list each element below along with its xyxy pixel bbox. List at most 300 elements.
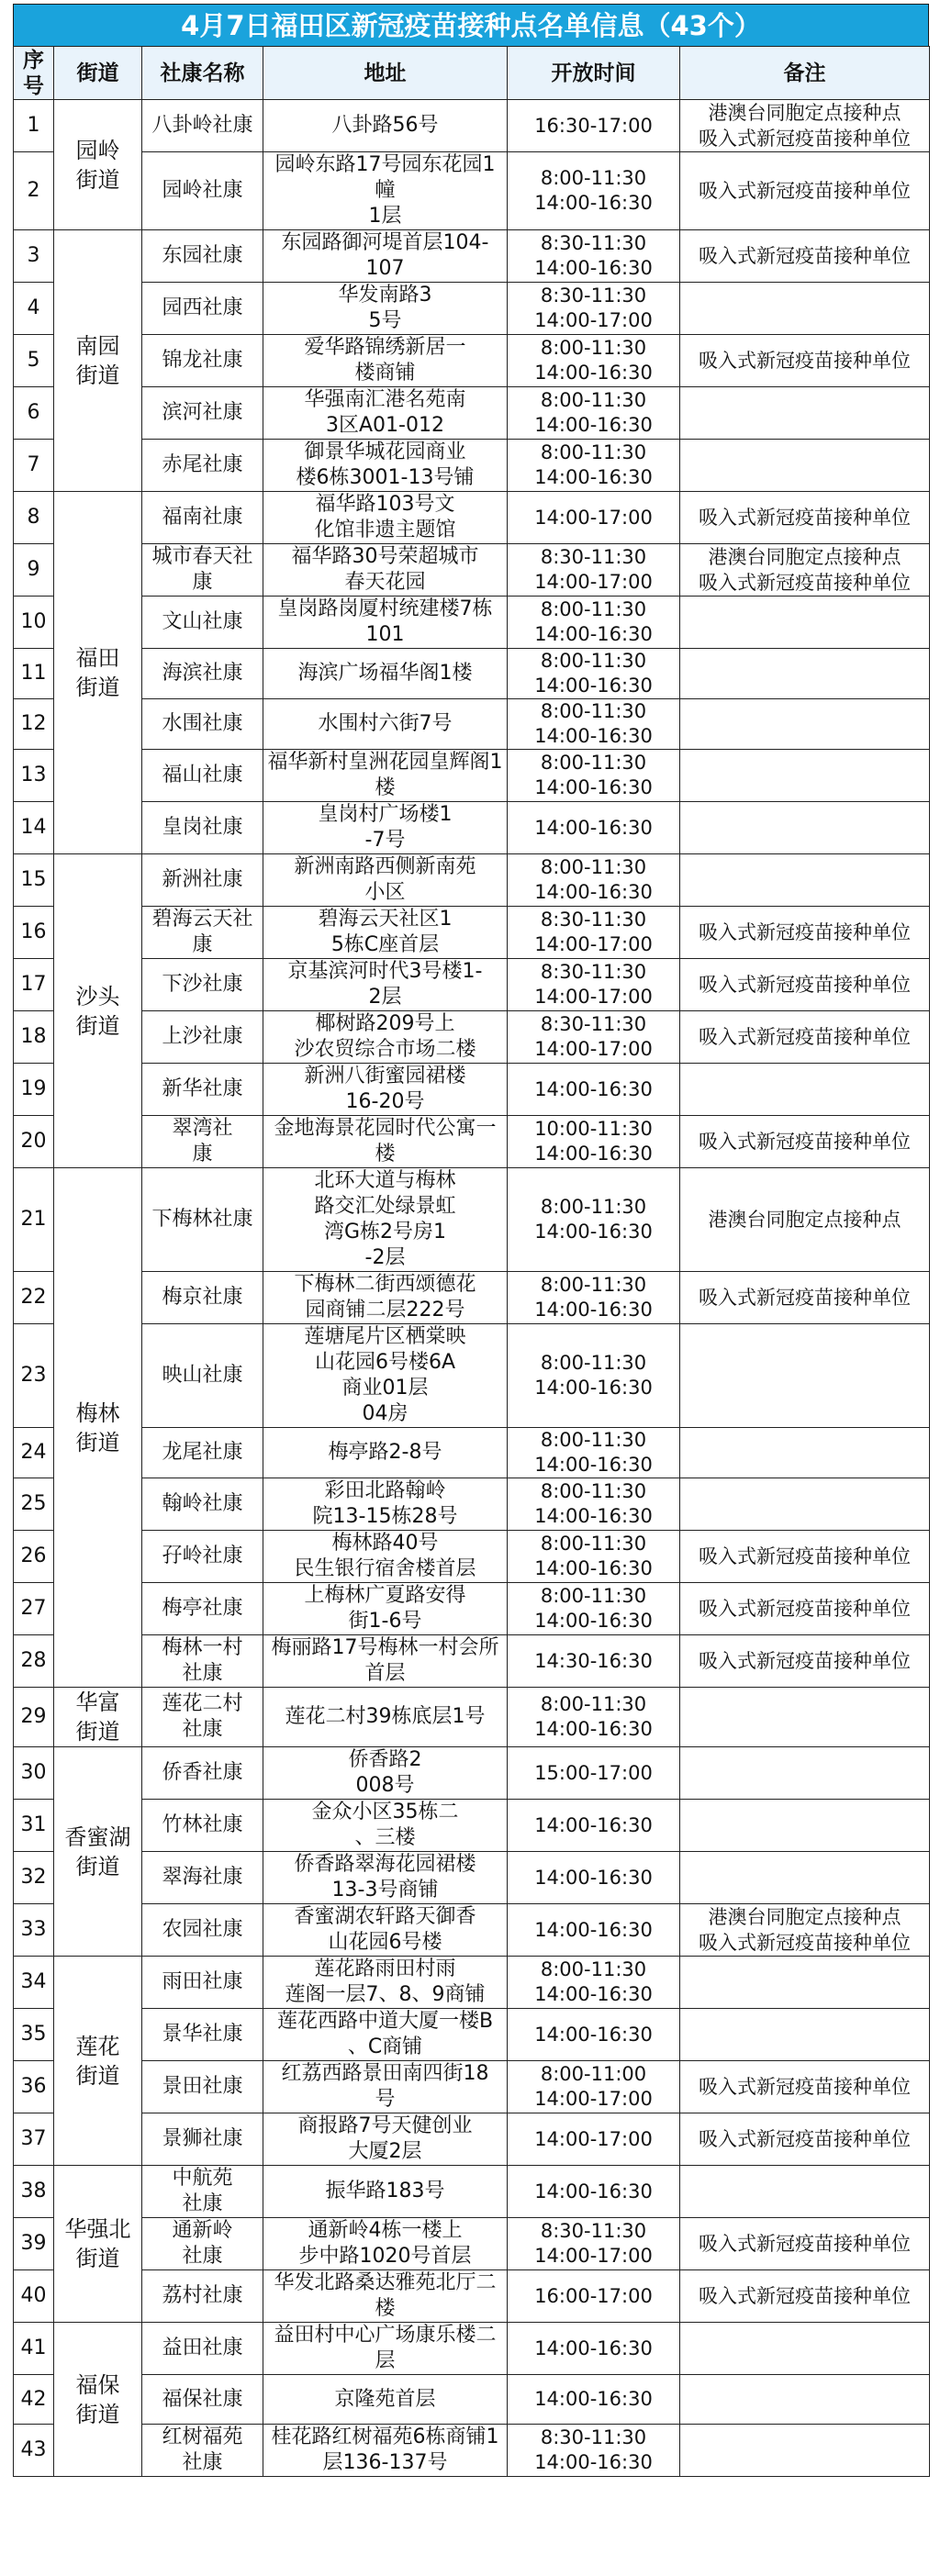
address-line: 侨香路2 xyxy=(348,1748,422,1771)
community-cell xyxy=(142,649,263,699)
address-cell xyxy=(263,959,508,1011)
community-cell xyxy=(142,1957,263,2009)
address-line: 步中路1020号首层 xyxy=(298,2245,472,2268)
address-cell xyxy=(263,152,508,230)
address-line: 金地海景花园时代公寓一 xyxy=(274,1117,497,1140)
row-number: 14 xyxy=(14,802,54,854)
community-cell xyxy=(142,1324,263,1428)
community-cell xyxy=(142,854,263,907)
community-line: 梅京社康 xyxy=(162,1286,243,1309)
community-cell xyxy=(142,907,263,959)
remark-cell xyxy=(680,1747,930,1800)
address-cell xyxy=(263,492,508,544)
hours-cell xyxy=(508,1904,680,1957)
hours-line: 16:30-17:00 xyxy=(534,114,653,137)
hours-line: 8:00-11:30 xyxy=(540,1533,647,1555)
address-cell xyxy=(263,802,508,854)
hours-line: 14:00-16:30 xyxy=(534,1454,653,1476)
address-cell xyxy=(263,100,508,152)
community-line: 景田社康 xyxy=(162,2075,243,2098)
address-cell xyxy=(263,2009,508,2061)
hours-line: 14:00-16:30 xyxy=(534,1505,653,1527)
address-line: 园岭东路17号园东花园1幢 xyxy=(274,153,496,202)
address-cell xyxy=(263,854,508,907)
row-number: 5 xyxy=(14,335,54,387)
header-no-line: 序 xyxy=(23,48,44,72)
table-row xyxy=(14,387,930,440)
community-cell xyxy=(142,1064,263,1116)
row-number: 40 xyxy=(14,2270,54,2323)
table-row xyxy=(14,907,930,959)
address-cell xyxy=(263,1428,508,1478)
community-line: 福南社康 xyxy=(162,506,243,529)
address-cell xyxy=(263,1272,508,1324)
remark-cell xyxy=(680,1064,930,1116)
street-cell xyxy=(54,1957,142,2166)
remark-line: 吸入式新冠疫苗接种单位 xyxy=(699,974,911,996)
hours-line: 15:00-17:00 xyxy=(534,1761,653,1784)
community-cell xyxy=(142,2270,263,2323)
community-line: 景华社康 xyxy=(162,2023,243,2046)
hours-line: 14:00-16:30 xyxy=(534,2451,653,2473)
hours-line: 14:00-16:30 xyxy=(534,466,653,488)
hours-line: 14:00-16:30 xyxy=(534,1918,653,1941)
hours-line: 8:00-11:30 xyxy=(540,650,647,672)
remark-cell xyxy=(680,544,930,597)
community-line: 城市春天社康 xyxy=(151,545,253,594)
row-number: 19 xyxy=(14,1064,54,1116)
remark-line: 港澳台同胞定点接种点 xyxy=(708,1209,901,1231)
address-cell xyxy=(263,1747,508,1800)
address-line: 上梅林广夏路安得 xyxy=(304,1584,466,1607)
community-cell xyxy=(142,544,263,597)
street-cell xyxy=(54,1688,142,1747)
community-line: 福保社康 xyxy=(162,2387,243,2411)
community-cell xyxy=(142,1116,263,1168)
table-row xyxy=(14,544,930,597)
table-body xyxy=(14,100,930,2477)
remark-cell xyxy=(680,2061,930,2113)
row-number: 17 xyxy=(14,959,54,1011)
table-row xyxy=(14,1478,930,1531)
community-cell xyxy=(142,2061,263,2113)
remark-cell xyxy=(680,1635,930,1688)
address-line: 梅丽路17号梅林一村会所首层 xyxy=(271,1636,499,1685)
table-row xyxy=(14,1324,930,1428)
row-number: 25 xyxy=(14,1478,54,1531)
hours-line: 14:00-16:30 xyxy=(534,1377,653,1399)
hours-line: 8:30-11:30 xyxy=(540,284,647,307)
remark-cell xyxy=(680,2425,930,2477)
table-row xyxy=(14,100,930,152)
hours-cell xyxy=(508,544,680,597)
hours-cell xyxy=(508,2375,680,2425)
community-line: 雨田社康 xyxy=(162,1970,243,1993)
community-cell xyxy=(142,152,263,230)
community-line: 景狮社康 xyxy=(162,2127,243,2150)
community-line: 八卦岭社康 xyxy=(151,114,253,137)
street-line: 莲花 xyxy=(75,2033,120,2059)
remark-cell xyxy=(680,1800,930,1852)
hours-line: 14:00-16:30 xyxy=(534,362,653,384)
hours-line: 8:30-11:30 xyxy=(540,232,647,254)
hours-line: 8:00-11:30 xyxy=(540,752,647,774)
address-line: 小区 xyxy=(364,881,406,904)
hours-line: 14:00-17:00 xyxy=(534,933,653,955)
table-row xyxy=(14,649,930,699)
hours-cell xyxy=(508,649,680,699)
hours-cell xyxy=(508,802,680,854)
address-line: 莲花西路中道大厦一楼B xyxy=(276,2010,494,2033)
remark-cell xyxy=(680,2113,930,2166)
hours-cell xyxy=(508,1583,680,1635)
hours-cell xyxy=(508,1635,680,1688)
row-number: 43 xyxy=(14,2425,54,2477)
remark-line: 吸入式新冠疫苗接种单位 xyxy=(699,1287,911,1309)
address-line: 008号 xyxy=(355,1774,415,1797)
row-number: 4 xyxy=(14,283,54,335)
hours-line: 14:00-16:30 xyxy=(534,881,653,903)
address-cell xyxy=(263,597,508,649)
address-line: 化馆非遗主题馆 xyxy=(314,519,456,541)
remark-cell xyxy=(680,1688,930,1747)
community-cell xyxy=(142,597,263,649)
hours-cell xyxy=(508,440,680,492)
community-cell xyxy=(142,1428,263,1478)
community-line: 映山社康 xyxy=(162,1364,243,1387)
remark-cell xyxy=(680,750,930,802)
row-number: 27 xyxy=(14,1583,54,1635)
table-row xyxy=(14,440,930,492)
address-cell xyxy=(263,1116,508,1168)
table-row xyxy=(14,2323,930,2375)
address-line: 下梅林二街西颂德花 xyxy=(294,1273,476,1296)
table-row xyxy=(14,2009,930,2061)
address-cell xyxy=(263,1531,508,1583)
community-line: 莲花二村 xyxy=(162,1692,243,1715)
address-cell xyxy=(263,1168,508,1272)
address-line: 莲花路雨田村雨 xyxy=(314,1957,456,1980)
community-line: 荔村社康 xyxy=(162,2284,243,2307)
community-line: 下沙社康 xyxy=(162,973,243,996)
street-cell xyxy=(54,1747,142,1957)
hours-line: 8:00-11:30 xyxy=(540,1693,647,1715)
row-number: 12 xyxy=(14,699,54,750)
hours-cell xyxy=(508,1688,680,1747)
address-cell xyxy=(263,1011,508,1064)
community-cell xyxy=(142,1635,263,1688)
address-cell xyxy=(263,2218,508,2270)
community-cell xyxy=(142,2218,263,2270)
row-number: 24 xyxy=(14,1428,54,1478)
remark-cell xyxy=(680,1324,930,1428)
row-number: 11 xyxy=(14,649,54,699)
address-line: 通新岭4栋一楼上 xyxy=(308,2219,463,2242)
table-row xyxy=(14,1272,930,1324)
remark-cell xyxy=(680,649,930,699)
community-cell xyxy=(142,1747,263,1800)
row-number: 1 xyxy=(14,100,54,152)
table-row xyxy=(14,1168,930,1272)
hours-cell xyxy=(508,1272,680,1324)
community-line: 翰岭社康 xyxy=(162,1492,243,1515)
remark-line: 吸入式新冠疫苗接种单位 xyxy=(699,1932,911,1954)
remark-cell xyxy=(680,2270,930,2323)
address-line: 椰树路209号上 xyxy=(315,1012,455,1035)
hours-cell xyxy=(508,335,680,387)
remark-cell xyxy=(680,802,930,854)
community-cell xyxy=(142,1688,263,1747)
row-number: 10 xyxy=(14,597,54,649)
address-line: 16-20号 xyxy=(345,1090,425,1113)
community-line: 益田社康 xyxy=(162,2336,243,2359)
community-line: 海滨社康 xyxy=(162,662,243,685)
header-community: 社康名称 xyxy=(142,47,263,100)
address-cell xyxy=(263,544,508,597)
community-line: 东园社康 xyxy=(162,244,243,267)
community-line: 通新岭 xyxy=(172,2219,233,2242)
community-cell xyxy=(142,230,263,283)
address-line: 13-3号商铺 xyxy=(331,1879,439,1901)
address-line: 侨香路翠海花园裙楼 xyxy=(294,1853,476,1876)
remark-cell xyxy=(680,335,930,387)
address-cell xyxy=(263,750,508,802)
address-line: 红荔西路景田南四街18 xyxy=(281,2062,489,2085)
row-number: 31 xyxy=(14,1800,54,1852)
hours-cell xyxy=(508,2061,680,2113)
community-cell xyxy=(142,1011,263,1064)
header-no-line: 号 xyxy=(23,73,44,98)
remark-cell xyxy=(680,2323,930,2375)
community-line: 梅亭社康 xyxy=(162,1597,243,1620)
street-line: 街道 xyxy=(75,1719,120,1745)
remark-cell xyxy=(680,230,930,283)
address-line: 1层 xyxy=(368,205,402,228)
street-line: 街道 xyxy=(75,362,120,388)
table-row xyxy=(14,2425,930,2477)
address-line: 华强南汇港名苑南 xyxy=(304,388,466,411)
street-cell xyxy=(54,1168,142,1688)
address-line: 楼6栋3001-13号铺 xyxy=(296,466,475,489)
street-line: 街道 xyxy=(75,2401,120,2427)
hours-line: 14:00-16:30 xyxy=(534,1077,653,1100)
address-line: 京基滨河时代3号楼1- xyxy=(287,960,483,983)
address-cell xyxy=(263,283,508,335)
street-cell xyxy=(54,492,142,854)
hours-line: 14:00-16:30 xyxy=(534,1983,653,2005)
hours-line: 8:00-11:30 xyxy=(540,700,647,722)
community-cell xyxy=(142,750,263,802)
hours-line: 8:00-11:30 xyxy=(540,1585,647,1607)
address-line: 、三楼 xyxy=(354,1826,416,1849)
header-row xyxy=(14,47,930,100)
address-line: 福华新村皇洲花园皇辉阁1楼 xyxy=(267,751,503,799)
hours-line: 14:00-16:30 xyxy=(534,257,653,279)
community-line: 水围社康 xyxy=(162,712,243,735)
row-number: 18 xyxy=(14,1011,54,1064)
remark-cell xyxy=(680,2166,930,2218)
hours-line: 14:00-16:30 xyxy=(534,2023,653,2046)
street-line: 园岭 xyxy=(75,137,120,163)
table-row xyxy=(14,1957,930,2009)
community-cell xyxy=(142,1583,263,1635)
hours-line: 14:00-17:00 xyxy=(534,1038,653,1060)
community-line: 康 xyxy=(192,1143,213,1165)
address-line: 北环大道与梅林 xyxy=(314,1169,456,1192)
address-line: 、C商铺 xyxy=(347,2035,423,2058)
remark-cell xyxy=(680,1852,930,1904)
hours-line: 14:30-16:30 xyxy=(534,1649,653,1672)
header-no xyxy=(14,47,54,100)
row-number: 26 xyxy=(14,1531,54,1583)
remark-cell xyxy=(680,907,930,959)
row-number: 29 xyxy=(14,1688,54,1747)
address-line: 桂花路红树福苑6栋商铺1层136-137号 xyxy=(271,2425,499,2474)
community-line: 园西社康 xyxy=(162,296,243,319)
hours-cell xyxy=(508,1011,680,1064)
row-number: 35 xyxy=(14,2009,54,2061)
remark-cell xyxy=(680,100,930,152)
hours-line: 14:00-17:00 xyxy=(534,2245,653,2267)
community-line: 福山社康 xyxy=(162,764,243,786)
community-cell xyxy=(142,283,263,335)
table-row xyxy=(14,1747,930,1800)
community-line: 新华社康 xyxy=(162,1077,243,1100)
community-line: 新洲社康 xyxy=(162,868,243,891)
remark-cell xyxy=(680,1957,930,2009)
community-line: 赤尾社康 xyxy=(162,453,243,476)
address-line: 御景华城花园商业 xyxy=(304,440,466,463)
address-line: 碧海云天社区1 xyxy=(318,908,453,931)
header-remark: 备注 xyxy=(680,47,930,100)
address-line: 皇岗村广场楼1 xyxy=(318,803,453,826)
address-cell xyxy=(263,1583,508,1635)
community-cell xyxy=(142,959,263,1011)
hours-line: 14:00-17:00 xyxy=(534,506,653,529)
row-number: 20 xyxy=(14,1116,54,1168)
remark-cell xyxy=(680,492,930,544)
remark-line: 吸入式新冠疫苗接种单位 xyxy=(699,180,911,202)
hours-line: 14:00-16:30 xyxy=(534,2180,653,2202)
remark-cell xyxy=(680,1478,930,1531)
table-row xyxy=(14,1688,930,1747)
hours-cell xyxy=(508,230,680,283)
community-line: 文山社康 xyxy=(162,610,243,633)
hours-line: 8:00-11:30 xyxy=(540,1352,647,1374)
address-cell xyxy=(263,649,508,699)
table-row xyxy=(14,1583,930,1635)
table-row xyxy=(14,230,930,283)
row-number: 28 xyxy=(14,1635,54,1688)
row-number: 13 xyxy=(14,750,54,802)
hours-line: 14:00-16:30 xyxy=(534,1610,653,1632)
table-row xyxy=(14,2061,930,2113)
community-cell xyxy=(142,335,263,387)
street-line: 南园 xyxy=(75,333,120,359)
remark-cell xyxy=(680,699,930,750)
row-number: 9 xyxy=(14,544,54,597)
remark-line: 吸入式新冠疫苗接种单位 xyxy=(699,1650,911,1672)
address-cell xyxy=(263,907,508,959)
hours-cell xyxy=(508,597,680,649)
hours-cell xyxy=(508,2218,680,2270)
community-line: 社康 xyxy=(182,2245,223,2268)
address-cell xyxy=(263,2166,508,2218)
street-line: 沙头 xyxy=(75,983,120,1009)
remark-cell xyxy=(680,597,930,649)
remark-cell xyxy=(680,1011,930,1064)
remark-cell xyxy=(680,387,930,440)
address-cell xyxy=(263,2270,508,2323)
address-line: 商报路7号天健创业 xyxy=(297,2114,473,2137)
address-line: 振华路183号 xyxy=(325,2180,445,2202)
hours-cell xyxy=(508,2270,680,2323)
remark-line: 吸入式新冠疫苗接种单位 xyxy=(699,1545,911,1567)
address-line: 04房 xyxy=(362,1402,408,1425)
community-cell xyxy=(142,1168,263,1272)
address-cell xyxy=(263,1688,508,1747)
street-line: 街道 xyxy=(75,2246,120,2271)
address-line: 益田村中心广场康乐楼二层 xyxy=(274,2324,497,2372)
address-line: 商业01层 xyxy=(341,1377,429,1400)
hours-line: 14:00-16:30 xyxy=(534,725,653,747)
address-line: 山花园6号楼6A xyxy=(314,1351,456,1374)
table-row xyxy=(14,2113,930,2166)
address-line: 香蜜湖农轩路天御香 xyxy=(294,1905,476,1928)
street-cell xyxy=(54,100,142,230)
remark-line: 吸入式新冠疫苗接种单位 xyxy=(699,1131,911,1153)
hours-cell xyxy=(508,1957,680,2009)
community-line: 社康 xyxy=(182,1662,223,1685)
community-line: 下梅林社康 xyxy=(151,1208,253,1231)
row-number: 3 xyxy=(14,230,54,283)
remark-cell xyxy=(680,440,930,492)
hours-cell xyxy=(508,1116,680,1168)
community-cell xyxy=(142,802,263,854)
table-row xyxy=(14,699,930,750)
table-row xyxy=(14,2270,930,2323)
hours-cell xyxy=(508,1064,680,1116)
community-cell xyxy=(142,440,263,492)
hours-line: 14:00-17:00 xyxy=(534,986,653,1008)
community-line: 社康 xyxy=(182,2192,223,2215)
hours-line: 14:00-16:30 xyxy=(534,1299,653,1321)
remark-line: 吸入式新冠疫苗接种单位 xyxy=(699,245,911,267)
address-line: 梅亭路2-8号 xyxy=(328,1441,442,1464)
address-line: 爱华路锦绣新居一 xyxy=(304,336,466,359)
remark-cell xyxy=(680,854,930,907)
address-cell xyxy=(263,1852,508,1904)
remark-cell xyxy=(680,2375,930,2425)
address-line: 皇岗路岗厦村统建楼7栋101 xyxy=(277,597,493,646)
table-row xyxy=(14,1428,930,1478)
address-line: 路交汇处绿景虹 xyxy=(314,1195,456,1218)
address-line: 福华路103号文 xyxy=(315,493,455,516)
community-line: 孖岭社康 xyxy=(162,1544,243,1567)
address-line: 梅林路40号 xyxy=(331,1532,439,1555)
row-number: 36 xyxy=(14,2061,54,2113)
remark-line: 吸入式新冠疫苗接种单位 xyxy=(699,2233,911,2255)
address-line: 大厦2层 xyxy=(348,2140,422,2163)
remark-line: 吸入式新冠疫苗接种单位 xyxy=(699,1026,911,1048)
remark-cell xyxy=(680,1272,930,1324)
address-cell xyxy=(263,1957,508,2009)
row-number: 33 xyxy=(14,1904,54,1957)
community-cell xyxy=(142,1272,263,1324)
address-cell xyxy=(263,387,508,440)
hours-line: 8:30-11:30 xyxy=(540,2220,647,2242)
community-line: 碧海云天社康 xyxy=(151,908,253,956)
